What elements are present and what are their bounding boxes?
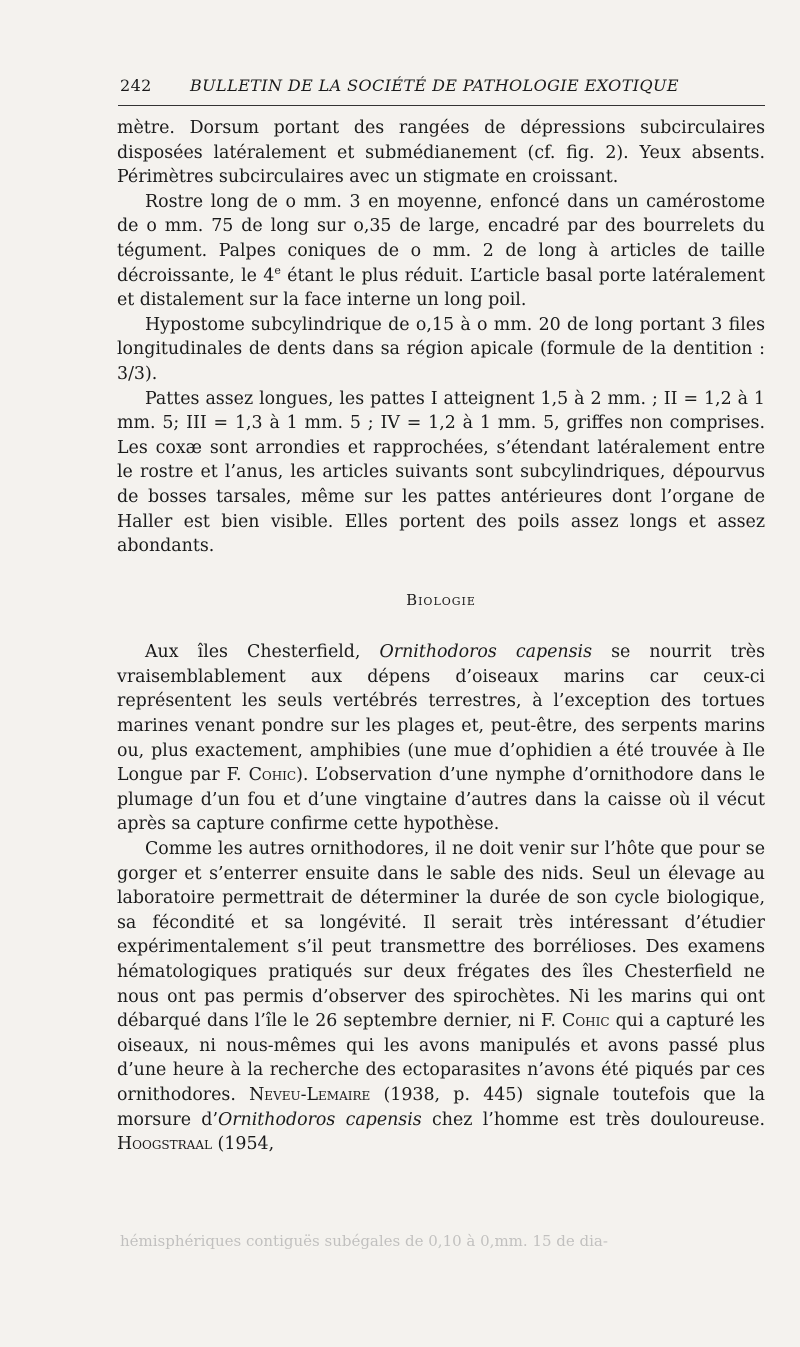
- section-title-biologie: Biologie: [406, 590, 476, 609]
- text-run: (1938, p. 445) signale toutefois que la morsure d’: [117, 1084, 765, 1130]
- text-run: chez l’homme est très douloureuse.: [421, 1109, 765, 1130]
- text-run: (1954,: [212, 1134, 275, 1155]
- author-name: Cohic: [562, 1011, 610, 1032]
- journal-title: BULLETIN DE LA SOCIÉTÉ DE PATHOLOGIE EXOTIQUE: [190, 76, 679, 95]
- bleed-through-text: hémisphériques contiguës subégales de 0,10 à 0,mm. 15 de dia-: [120, 1232, 608, 1250]
- text-run: se nourrit très vraisemblablement aux dépens d’oiseaux marins car ceux-ci représentent les seuls vertébrés terrestres, à l’exception des tortues marines venant pondre sur les plages et, peut-être, des serpents marins ou, plus exactement, amphibies (une mue d’ophidien a été trouvée à Ile Longue par F.: [117, 642, 765, 786]
- author-name: Neveu-Lemaire: [249, 1084, 371, 1105]
- paragraph-hypostome: Hypostome subcylindrique de o,15 à o mm. 20 de long portant 3 files longitudinales de dents dans sa région apicale (formule de la dentition : 3/3).: [117, 314, 765, 384]
- species-name: Ornithodoros capensis: [379, 642, 593, 663]
- author-name: Cohic: [248, 765, 297, 786]
- paragraph-morphology-dorsum: mètre. Dorsum portant des rangées de dépressions subcirculaires disposées latéralement et submédianement (cf. fig. 2). Yeux absents. Périmètres subcirculaires avec un stigmate en croissant.: [117, 118, 765, 188]
- paragraph-biologie-1: [117, 640, 765, 837]
- running-head: [120, 76, 765, 95]
- page-number: 242: [120, 76, 152, 95]
- paragraph-rostre-rest: étant le plus réduit. L’article basal porte latéralement et distalement sur la face interne un long poil.: [117, 265, 765, 311]
- species-name: Ornithodoros capensis: [217, 1109, 422, 1130]
- body-text: [117, 116, 765, 1157]
- author-name: Hoogstraal: [117, 1134, 212, 1155]
- text-run: Aux îles Chesterfield,: [145, 642, 380, 663]
- paragraph-biologie-2: [117, 837, 765, 1157]
- paragraph-rostre-text: Rostre long de o mm. 3 en moyenne, enfoncé dans un camérostome de o mm. 75 de long sur o,35 de large, encadré par des bourrelets du tégument. Palpes coniques de o mm. 2 de long à articles de taille décroissante, le 4: [117, 191, 765, 286]
- header-rule: [118, 105, 765, 106]
- paragraph-pattes: Pattes assez longues, les pattes I atteignent 1,5 à 2 mm. ; II = 1,2 à 1 mm. 5; III = 1,3 à 1 mm. 5 ; IV = 1,2 à 1 mm. 5, griffes non comprises. Les coxæ sont arrondies et rapprochées, s’étendant latéralement entre le rostre et l’anus, les articles suivants sont subcylindriques, dépourvus de bosses tarsales, même sur les pattes antérieures dont l’organe de Haller est bien visible. Elles portent des poils assez longs et assez abondants.: [117, 388, 765, 557]
- text-run: ). L’observation d’une nymphe d’ornithodore dans le plumage d’un fou et d’une vingtaine d’autres dans la caisse où il vécut après sa capture confirme cette hypothèse.: [117, 765, 765, 835]
- text-run: Comme les autres ornithodores, il ne doit venir sur l’hôte que pour se gorger et s’enterrer ensuite dans le sable des nids. Seul un élevage au laboratoire permettrait de déterminer la durée de son cycle biologique, sa fécondité et sa longévité. Il serait très intéressant d’étudier expérimentalement s’il peut transmettre des borrélioses. Des examens hématologiques pratiqués sur deux frégates des îles Chesterfield ne nous ont pas permis d’observer des spirochètes. Ni les marins qui ont débarqué dans l’île le 26 septembre dernier, ni F.: [117, 839, 765, 1032]
- text-run: qui a capturé les oiseaux, ni nous-mêmes qui les avons manipulés et avons passé plus d’une heure à la recherche des ectoparasites n’avons été piqués par ces ornithodores.: [117, 1011, 766, 1105]
- superscript-e: e: [274, 263, 281, 277]
- paragraph-rostre: [117, 190, 765, 313]
